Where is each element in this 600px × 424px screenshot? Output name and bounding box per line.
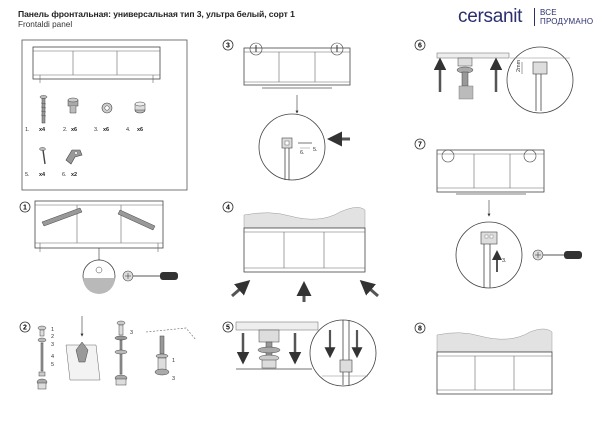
- parts-box: [22, 40, 187, 190]
- step-2: [20, 316, 196, 389]
- part-5-qty: x4: [39, 172, 46, 178]
- part-2-qty: x6: [71, 127, 78, 133]
- step-1: [20, 201, 178, 294]
- part-1-qty: x4: [39, 127, 46, 133]
- step-4: [223, 202, 378, 302]
- step-2-number: 2: [23, 324, 27, 332]
- part-6-bracket: [66, 150, 82, 164]
- step-1-number: 1: [23, 204, 27, 212]
- part-5-index: 5.: [25, 172, 30, 178]
- s2-callout-3: 3: [51, 342, 55, 348]
- step-6: [415, 40, 573, 113]
- s2-callout-4: 4: [51, 354, 55, 360]
- step-6-number: 6: [418, 42, 422, 50]
- step-7-number: 7: [418, 141, 422, 149]
- s3-callout-5: 5.: [313, 147, 318, 153]
- s6-gap-label: 2mm: [516, 59, 522, 72]
- step-8: [415, 323, 552, 394]
- step-5: [223, 320, 376, 386]
- part-5-screw: [40, 148, 46, 165]
- part-4-index: 4.: [126, 127, 131, 133]
- s2-callout-7: 1: [172, 358, 176, 364]
- part-6-qty: x2: [71, 172, 78, 178]
- document-subtitle: Frontaldi panel: [18, 20, 73, 29]
- part-2-index: 2.: [63, 127, 68, 133]
- s2-callout-2: 2: [51, 334, 55, 340]
- step-4-number: 4: [226, 204, 230, 212]
- s2-callout-8: 3: [172, 376, 176, 382]
- logo-wordmark: cersanit: [458, 6, 523, 27]
- s3-callout-6: 6.: [300, 150, 305, 156]
- part-3-qty: x6: [103, 127, 110, 133]
- step-8-number: 8: [418, 325, 422, 333]
- part-4-qty: x6: [137, 127, 144, 133]
- document-title: Панель фронтальная: универсальная тип 3, ультра белый, сорт 1: [18, 9, 295, 19]
- s2-callout-1: 1: [51, 327, 55, 333]
- s2-callout-5: 5: [51, 362, 55, 368]
- step-3-number: 3: [226, 42, 230, 50]
- part-2-nut: [68, 98, 78, 113]
- step-3: [223, 40, 350, 180]
- part-4-cap: [135, 102, 145, 113]
- part-3-index: 3.: [94, 127, 99, 133]
- step-7: [415, 139, 582, 288]
- parts-panel-drawing: [33, 47, 160, 83]
- part-6-index: 6.: [62, 172, 67, 178]
- s7-callout-3: 3.: [502, 258, 507, 264]
- logo-tagline-1: ВСЕ: [540, 8, 557, 17]
- part-1-index: 1.: [25, 127, 30, 133]
- logo-tagline-2: ПРОДУМАНО: [540, 17, 594, 26]
- part-3-washer: [102, 103, 112, 113]
- part-1-leg-bolt: [40, 96, 47, 124]
- step-5-number: 5: [226, 324, 230, 332]
- s2-callout-6: 3: [130, 330, 134, 336]
